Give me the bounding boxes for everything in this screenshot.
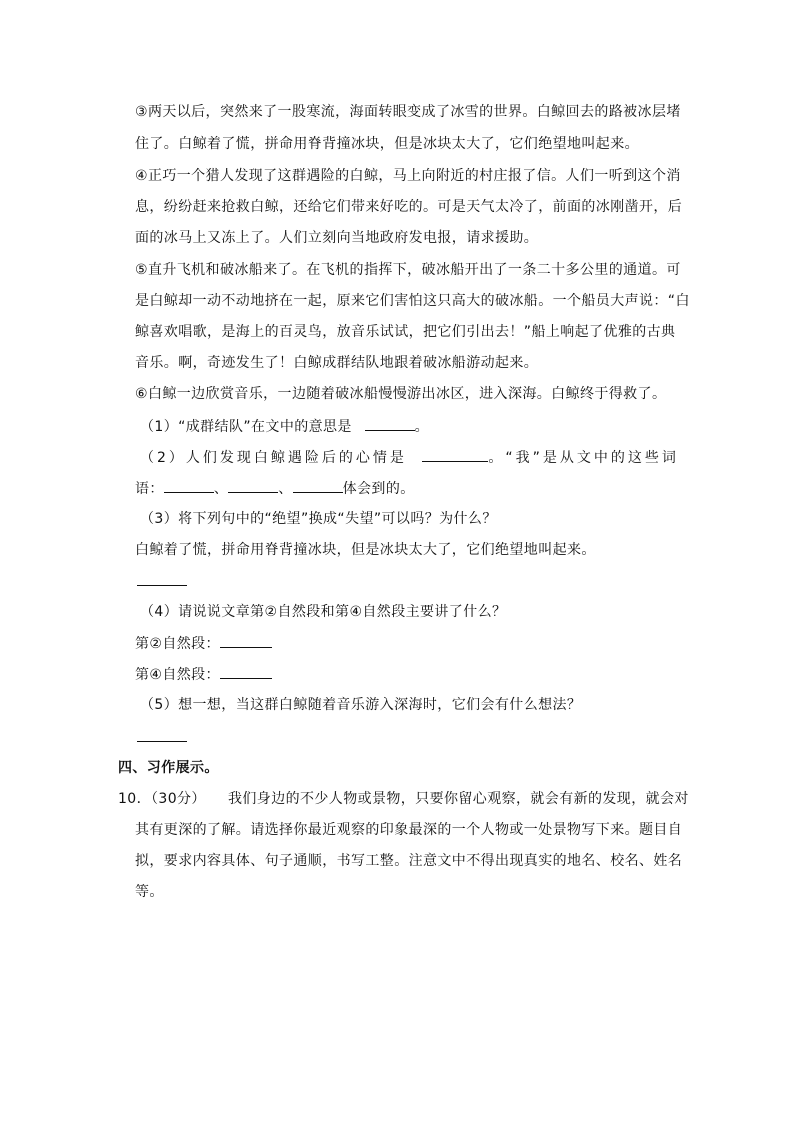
answer-blank[interactable] [293,478,343,493]
question-10-line-2: 其有更深的了解。请选择你最近观察的印象最深的一个人物或一处景物写下来。题目自 [135,822,683,838]
answer-blank[interactable] [220,664,272,679]
question-1 [140,416,429,437]
answer-blank[interactable] [228,478,278,493]
question-5: （5）想一想，当这群白鲸随着音乐游入深海时，它们会有什么想法？ [140,697,582,713]
answer-blank[interactable] [137,571,187,586]
paragraph-6-line-1: ⑥白鲸一边欣赏音乐，一边随着破冰船慢慢游出冰区，进入深海。白鲸终于得救了。 [135,386,667,402]
answer-blank[interactable] [422,447,488,462]
question-4: （4）请说说文章第②自然段和第④自然段主要讲了什么？ [140,604,507,620]
question-2-text: （2）人们发现白鲸遇险后的心情是 [140,450,407,466]
question-4-paragraph-4 [135,664,272,685]
question-2-mid: 。“我”是从文中的这些词 [488,450,679,466]
question-10-line-1: 我们身边的不少人物或景物，只要你留心观察，就会有新的发现，就会对 [228,791,689,807]
question-1-text: （1）“成群结队”在文中的意思是 [140,419,352,435]
paragraph-3-line-1: ③两天以后，突然来了一股寒流，海面转眼变成了冰雪的世界。白鲸回去的路被冰层堵 [135,104,681,120]
paragraph-4-line-3: 面的冰马上又冻上了。人们立刻向当地政府发电报，请求援助。 [135,230,539,246]
answer-blank[interactable] [137,727,187,742]
paragraph-5-line-4: 音乐。啊，奇迹发生了！白鲸成群结队地跟着破冰船游动起来。 [135,355,539,371]
answer-blank[interactable] [220,633,272,648]
question-10-line-3: 拟，要求内容具体、句子通顺，书写工整。注意文中不得出现真实的地名、校名、姓名 [135,853,683,869]
question-3: （3）将下列句中的“绝望”换成“失望”可以吗？为什么？ [140,511,497,527]
question-2-line-1 [140,447,679,468]
question-2-line-2 [135,478,415,499]
question-4-paragraph-4-label: 第④自然段： [135,667,220,683]
section-heading: 四、习作展示。 [118,760,219,776]
question-4-paragraph-2 [135,633,272,654]
paragraph-4-line-1: ④正巧一个猎人发现了这群遇险的白鲸，马上向附近的村庄报了信。人们一听到这个消 [135,168,681,184]
paragraph-5-line-1: ⑤直升飞机和破冰船来了。在飞机的指挥下，破冰船开出了一条二十多公里的通道。可 [135,262,681,278]
answer-blank[interactable] [365,416,415,431]
question-4-paragraph-2-label: 第②自然段： [135,636,220,652]
answer-blank[interactable] [164,478,214,493]
question-2-separator: 、 [213,481,229,497]
question-2-end: 体会到的。 [342,481,415,497]
question-1-end: 。 [414,419,430,435]
question-3-sentence: 白鲸着了慌，拼命用脊背撞冰块，但是冰块太大了，它们绝望地叫起来。 [135,542,596,558]
paragraph-4-line-2: 息，纷纷赶来抢救白鲸，还给它们带来好吃的。可是天气太冷了，前面的冰刚凿开，后 [135,199,683,215]
question-10-line-4: 等。 [135,884,164,900]
question-2-line2-prefix: 语： [135,481,164,497]
question-2-separator: 、 [278,481,293,497]
paragraph-5-line-3: 鲸喜欢唱歌，是海上的百灵鸟，放音乐试试，把它们引出去！”船上响起了优雅的古典 [135,324,676,340]
paragraph-3-line-2: 住了。白鲸着了慌，拼命用脊背撞冰块，但是冰块太大了，它们绝望地叫起来。 [135,136,639,152]
paragraph-5-line-2: 是白鲸却一动不动地挤在一起，原来它们害怕这只高大的破冰船。一个船员大声说：“白 [135,293,690,309]
question-10-number: 10．（30分） [118,791,206,807]
